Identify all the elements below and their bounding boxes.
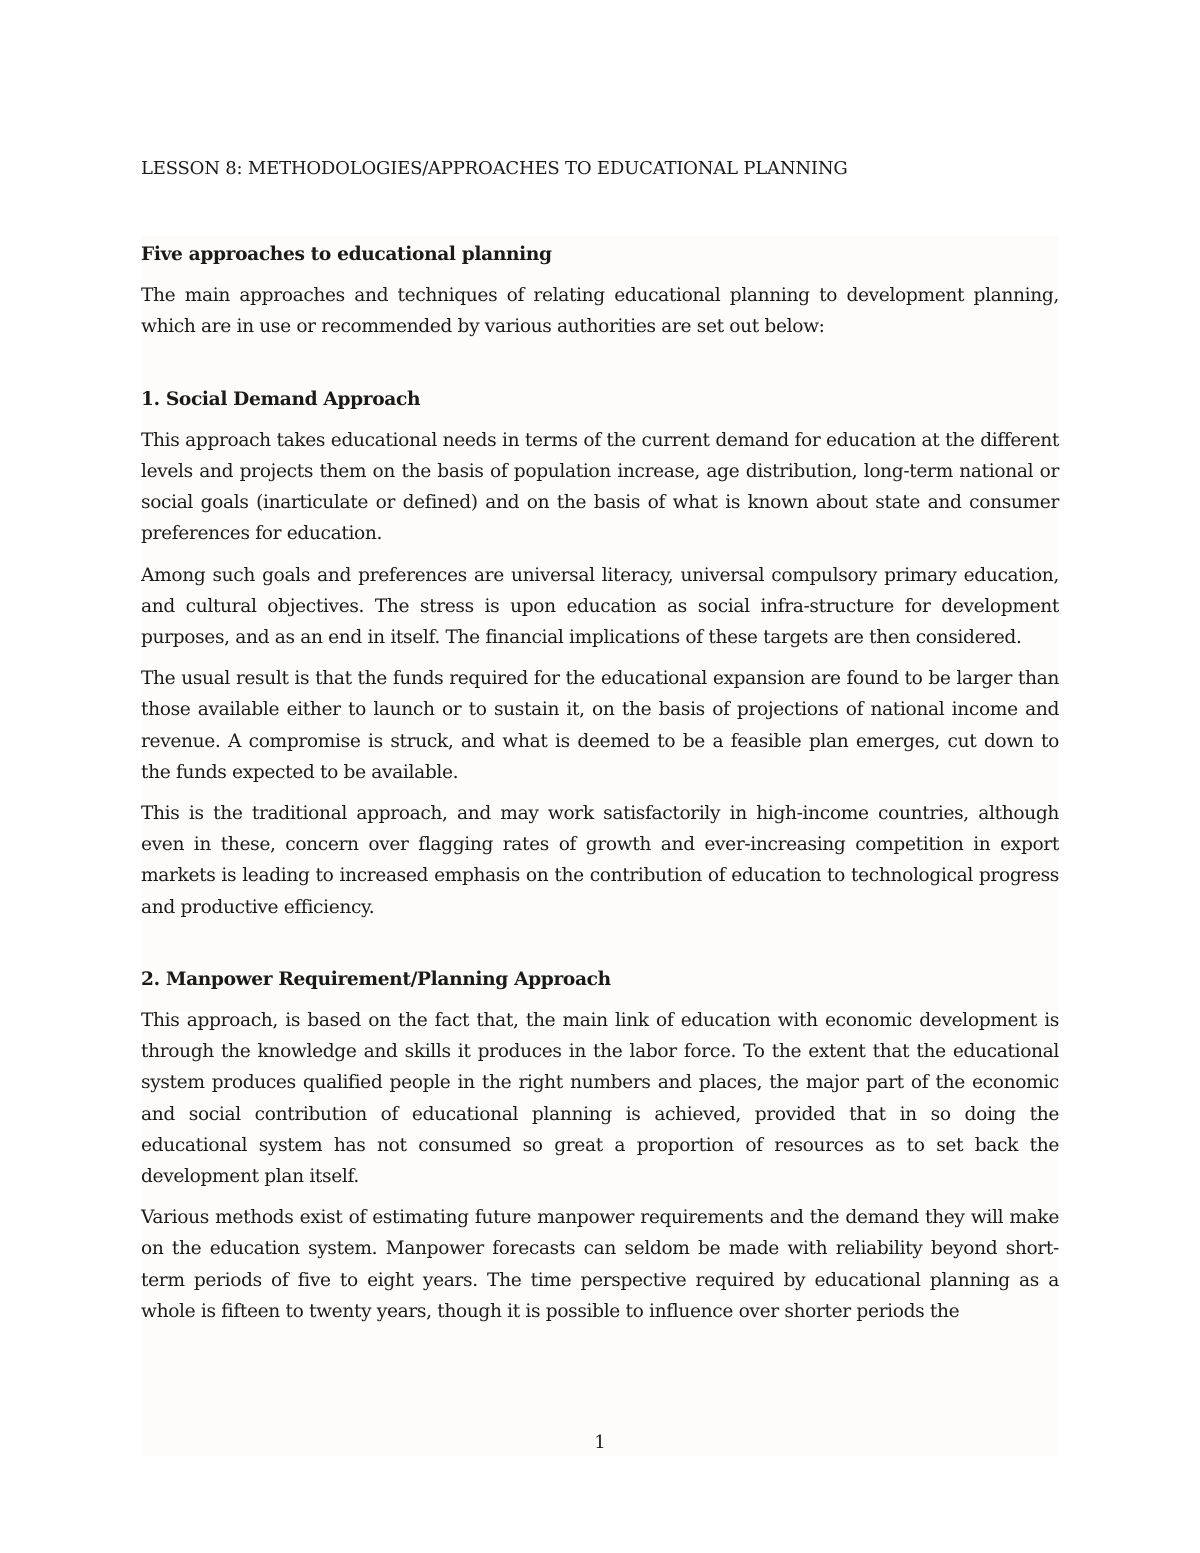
document-body bbox=[141, 239, 1059, 1327]
paragraph: This is the traditional approach, and may work satisfactorily in high-income countries, although even in these, concern over flagging rates of growth and ever-increasing competition in export markets is leading to increased emphasis on the contribution of education to technological progress and productive efficiency. bbox=[141, 803, 1059, 918]
intro-heading: Five approaches to educational planning bbox=[141, 244, 552, 265]
section-heading-manpower: 2. Manpower Requirement/Planning Approach bbox=[141, 968, 611, 990]
intro-paragraph: The main approaches and techniques of relating educational planning to development planning, which are in use or recommended by various authorities are set out below: bbox=[141, 285, 1059, 338]
paragraph: The usual result is that the funds required for the educational expansion are found to be larger than those available either to launch or to sustain it, on the basis of projections of national income and revenue. A compromise is struck, and what is deemed to be a feasible plan emerges, cut down to the funds expected to be available. bbox=[141, 668, 1059, 783]
page-number: 1 bbox=[594, 1432, 606, 1453]
section-heading-social-demand: 1. Social Demand Approach bbox=[141, 388, 421, 410]
paragraph: This approach takes educational needs in terms of the current demand for education at the different levels and projects them on the basis of population increase, age distribution, long-term national or social goals (inarticulate or defined) and on the basis of what is known about state and consumer preferences for education. bbox=[141, 429, 1059, 545]
paragraph: This approach, is based on the fact that, the main link of education with economic development is through the knowledge and skills it produces in the labor force. To the extent that the educational system produces qualified people in the right numbers and places, the major part of the economic and social contribution of educational planning is achieved, provided that in so doing the educational system has not consumed so great a proportion of resources as to set back the development plan itself. bbox=[141, 1010, 1059, 1188]
lesson-title: LESSON 8: METHODOLOGIES/APPROACHES TO EDUCATIONAL PLANNING bbox=[141, 158, 848, 179]
paragraph: Among such goals and preferences are universal literacy, universal compulsory primary education, and cultural objectives. The stress is upon education as social infra-structure for development purposes, and as an end in itself. The financial implications of these targets are then considered. bbox=[141, 564, 1059, 649]
paragraph: Various methods exist of estimating future manpower requirements and the demand they will make on the education system. Manpower forecasts can seldom be made with reliability beyond short-term periods of five to eight years. The time perspective required by educational planning as a whole is fifteen to twenty years, though it is possible to influence over shorter periods the bbox=[141, 1207, 1059, 1322]
